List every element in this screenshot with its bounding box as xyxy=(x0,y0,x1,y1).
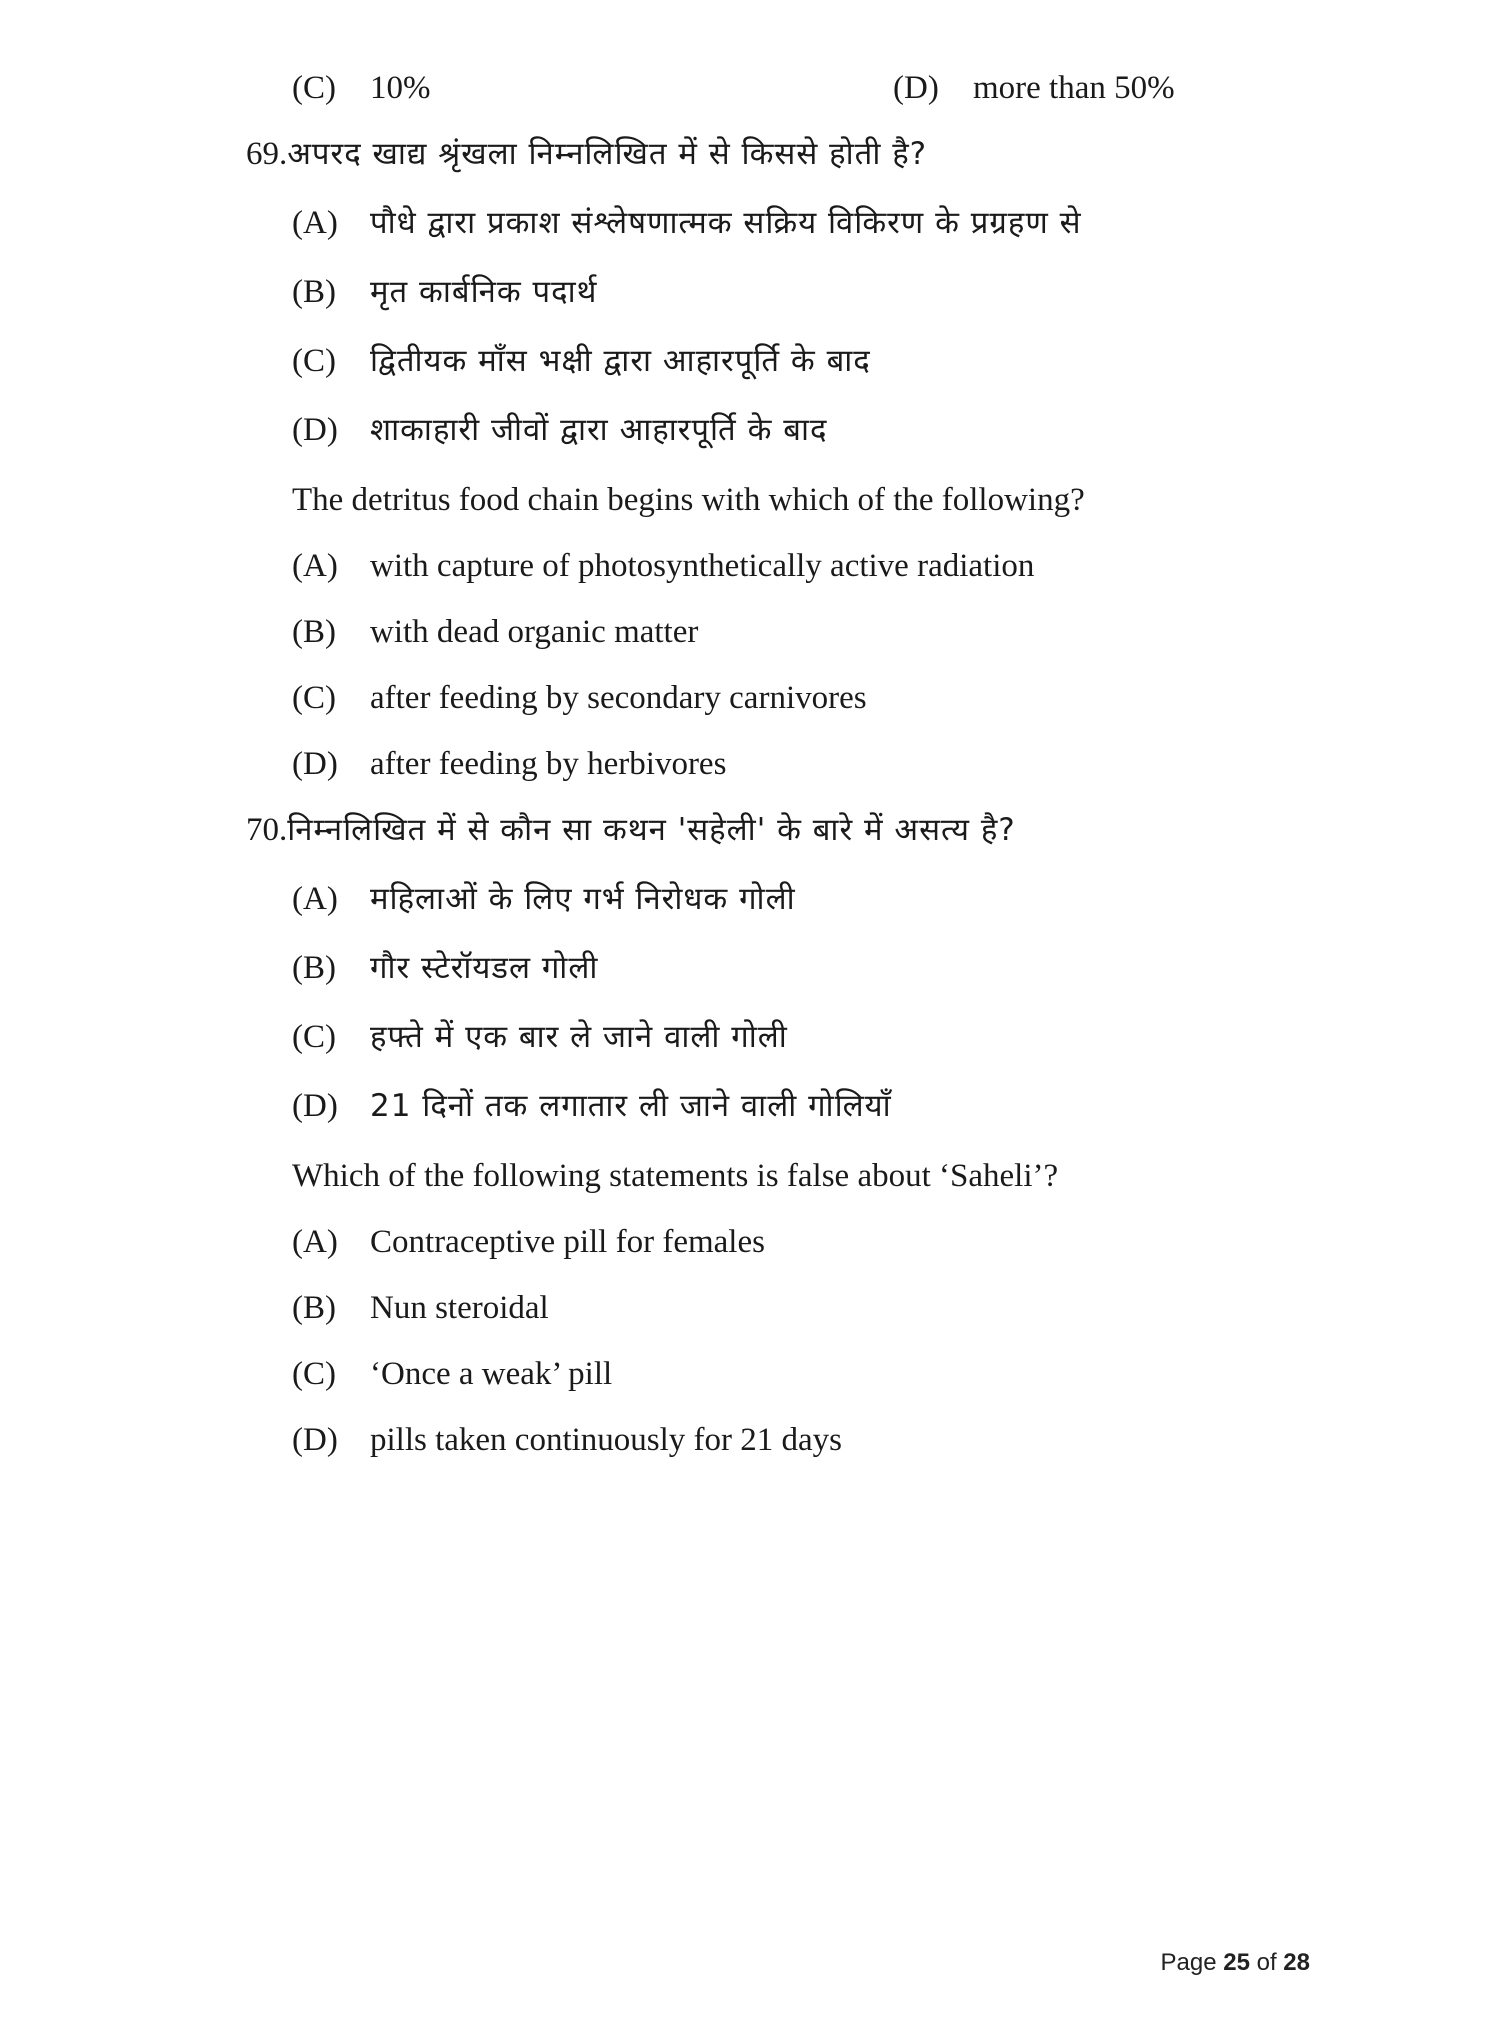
option-text: गौर स्टेरॉयडल गोली xyxy=(370,950,599,986)
q70-hindi-option-c xyxy=(292,1017,788,1057)
option-label: (D) xyxy=(292,746,338,782)
option-text: द्वितीयक माँस भक्षी द्वारा आहारपूर्ति के बाद xyxy=(370,343,871,379)
q69-english-option-d xyxy=(292,744,726,784)
option-text: शाकाहारी जीवों द्वारा आहारपूर्ति के बाद xyxy=(370,412,828,448)
option-label: (B) xyxy=(292,950,336,986)
question-text: अपरद खाद्य श्रृंखला निम्नलिखित में से किससे होती है? xyxy=(287,136,928,172)
q69-english-option-c xyxy=(292,678,867,718)
q69-english-option-b xyxy=(292,612,698,652)
q70-hindi-option-b xyxy=(292,948,598,988)
option-label: (A) xyxy=(292,1224,338,1260)
q70-english-option-d xyxy=(292,1420,842,1460)
option-text: after feeding by secondary carnivores xyxy=(370,680,867,716)
option-text: 10% xyxy=(370,70,431,106)
q70-hindi-question xyxy=(246,810,1016,850)
option-text: Contraceptive pill for females xyxy=(370,1224,765,1260)
q69-english-option-a xyxy=(292,546,1034,586)
option-label: (B) xyxy=(292,274,336,310)
option-text: after feeding by herbivores xyxy=(370,746,727,782)
q69-hindi-option-d xyxy=(292,410,827,450)
option-label: (C) xyxy=(292,1019,336,1055)
option-label: (D) xyxy=(292,412,338,448)
option-text: ‘Once a weak’ pill xyxy=(370,1356,613,1392)
prev-option-c xyxy=(292,68,431,108)
page-word: Page xyxy=(1160,1949,1217,1976)
q69-english-question: The detritus food chain begins with which of the following? xyxy=(292,482,1085,518)
prev-option-d xyxy=(893,68,1175,108)
question-number: 69. xyxy=(246,136,288,172)
q70-hindi-option-a xyxy=(292,879,796,919)
q70-english-option-a xyxy=(292,1222,765,1262)
q69-hindi-option-c xyxy=(292,341,871,381)
q69-hindi-question xyxy=(246,134,927,174)
page-total: 28 xyxy=(1283,1949,1310,1976)
option-text: 21 दिनों तक लगातार ली जाने वाली गोलियाँ xyxy=(370,1088,892,1124)
q69-hindi-option-a xyxy=(292,203,1082,243)
option-label: (B) xyxy=(292,1290,336,1326)
q70-hindi-option-d xyxy=(292,1086,892,1126)
option-label: (C) xyxy=(292,343,336,379)
option-label: (B) xyxy=(292,614,336,650)
option-text: pills taken continuously for 21 days xyxy=(370,1422,843,1458)
option-label: (D) xyxy=(292,1088,338,1124)
option-label: (A) xyxy=(292,548,338,584)
page-number xyxy=(1161,1948,1311,1978)
page-current: 25 xyxy=(1223,1949,1250,1976)
option-label: (D) xyxy=(292,1422,338,1458)
q69-hindi-option-b xyxy=(292,272,597,312)
question-number: 70. xyxy=(246,812,288,848)
option-label: (C) xyxy=(292,70,336,106)
option-text: मृत कार्बनिक पदार्थ xyxy=(370,274,598,310)
option-text: पौधे द्वारा प्रकाश संश्लेषणात्मक सक्रिय विकिरण के प्रग्रहण से xyxy=(370,205,1082,241)
option-label: (A) xyxy=(292,881,338,917)
q70-english-question: Which of the following statements is false about ‘Saheli’? xyxy=(292,1158,1059,1194)
option-label: (A) xyxy=(292,205,338,241)
q70-english-option-c xyxy=(292,1354,612,1394)
option-label: (C) xyxy=(292,680,336,716)
question-text: निम्नलिखित में से कौन सा कथन 'सहेली' के बारे में असत्य है? xyxy=(287,812,1016,848)
option-label: (D) xyxy=(893,70,939,106)
option-text: with dead organic matter xyxy=(370,614,699,650)
of-word: of xyxy=(1256,1949,1277,1976)
option-text: हफ्ते में एक बार ले जाने वाली गोली xyxy=(370,1019,788,1055)
option-text: more than 50% xyxy=(973,70,1175,106)
option-text: Nun steroidal xyxy=(370,1290,549,1326)
option-text: महिलाओं के लिए गर्भ निरोधक गोली xyxy=(370,881,796,917)
q70-english-option-b xyxy=(292,1288,549,1328)
option-label: (C) xyxy=(292,1356,336,1392)
option-text: with capture of photosynthetically active radiation xyxy=(370,548,1035,584)
